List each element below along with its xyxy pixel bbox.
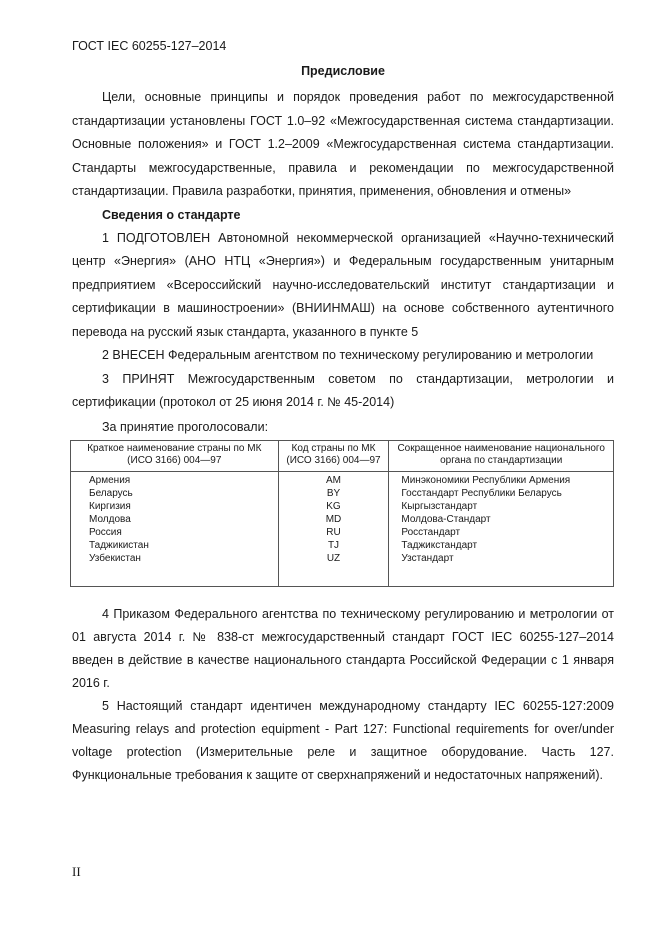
country-cell: Молдова <box>71 514 279 527</box>
header-country-code: Код страны по МК (ИСО 3166) 004—97 <box>278 440 389 471</box>
code-cell: AM <box>278 471 389 488</box>
code-cell: BY <box>278 488 389 501</box>
agency-cell: Таджикстандарт <box>389 540 614 553</box>
code-cell: MD <box>278 514 389 527</box>
document-code: ГОСТ IEC 60255-127–2014 <box>72 39 227 53</box>
table-bottom-row <box>71 566 614 587</box>
info-item-4: 4 Приказом Федерального агентства по техническому регулированию и метрологии от 01 августа 2014 г. № 838-ст межгосударственный стандарт ГОСТ IEC 60255-127–2014 введен в действие в качестве национального стандарта Российской Федерации с 1 января 2016 г. <box>72 606 614 690</box>
agency-cell: Росстандарт <box>389 527 614 540</box>
table-row <box>71 540 614 553</box>
info-item-5: 5 Настоящий стандарт идентичен международному стандарту IEC 60255-127:2009 Measuring relays and protection equipment - Part 127: Functional requirements for over/under voltage protection (Измерительные реле и защитное оборудование. Часть 127. Функциональные требования к защите от сверхнапряжений и недостаточных напряжений). <box>72 698 614 782</box>
agency-cell: Молдова-Стандарт <box>389 514 614 527</box>
header-country-name: Краткое наименование страны по МК (ИСО 3166) 004—97 <box>71 440 279 471</box>
table-row <box>71 501 614 514</box>
agency-cell: Узстандарт <box>389 553 614 566</box>
header-agency-name: Сокращенное наименование национального органа по стандартизации <box>389 440 614 471</box>
info-heading: Сведения о стандарте <box>102 207 241 222</box>
country-cell: Россия <box>71 527 279 540</box>
country-cell: Беларусь <box>71 488 279 501</box>
table-row <box>71 471 614 488</box>
country-cell: Киргизия <box>71 501 279 514</box>
code-cell: UZ <box>278 553 389 566</box>
page-content <box>72 64 614 787</box>
agency-cell: Минэкономики Республики Армения <box>389 471 614 488</box>
code-cell: TJ <box>278 540 389 553</box>
info-item-2: 2 ВНЕСЕН Федеральным агентством по техническому регулированию и метрологии <box>102 348 594 362</box>
code-cell: RU <box>278 527 389 540</box>
country-cell: Армения <box>71 471 279 488</box>
countries-table <box>70 440 614 587</box>
foreword-title: Предисловие <box>301 64 385 78</box>
code-cell: KG <box>278 501 389 514</box>
table-row <box>71 514 614 527</box>
info-item-3: 3 ПРИНЯТ Межгосударственным советом по стандартизации, метрологии и сертификации (протокол от 25 июня 2014 г. № 45-2014) <box>72 371 614 409</box>
page-number: II <box>72 864 81 879</box>
table-row <box>71 527 614 540</box>
country-cell: Таджикистан <box>71 540 279 553</box>
agency-cell: Госстандарт Республики Беларусь <box>389 488 614 501</box>
table-row <box>71 488 614 501</box>
agency-cell: Кыргызстандарт <box>389 501 614 514</box>
table-header-row <box>71 440 614 471</box>
info-item-1: 1 ПОДГОТОВЛЕН Автономной некоммерческой организацией «Научно-технический центр «Энергия» (АНО НТЦ «Энергия») и Федеральным государственным унитарным предприятием «Всероссийский научно-исследовательский институт стандартизации и сертификации в машиностроении» (ВНИИНМАШ) на основе собственного аутентичного перевода на русский язык стандарта, указанного в пункте 5 <box>72 230 614 339</box>
table-row <box>71 553 614 566</box>
foreword-paragraph: Цели, основные принципы и порядок проведения работ по межгосударственной стандартизации установлены ГОСТ 1.0–92 «Межгосударственная система стандартизации. Основные положения» и ГОСТ 1.2–2009 «Межгосударственная система стандартизации. Стандарты межгосударственные, правила и рекомендации по межгосударственной стандартизации. Правила разработки, принятия, применения, обновления и отмены» <box>72 90 614 198</box>
vote-caption: За принятие проголосовали: <box>102 419 269 434</box>
country-cell: Узбекистан <box>71 553 279 566</box>
